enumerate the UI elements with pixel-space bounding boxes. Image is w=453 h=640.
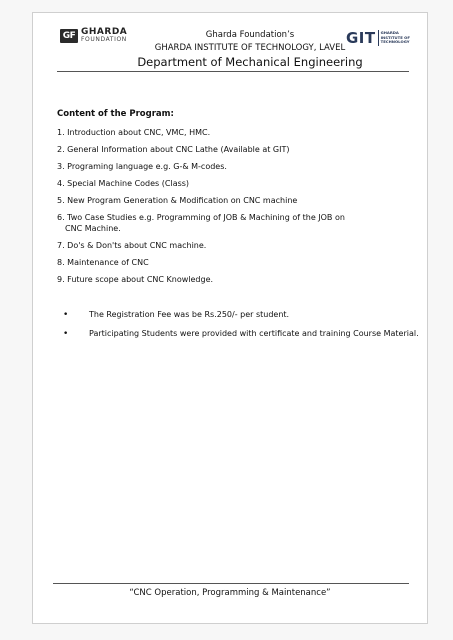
content-item: 7. Do's & Don'ts about CNC machine. [57, 241, 207, 250]
bullet-text: The Registration Fee was be Rs.250/- per student. [89, 310, 290, 319]
content-item: 3. Programing language e.g. G-& M-codes. [57, 162, 227, 171]
bullet-list [63, 310, 419, 348]
git-logo [346, 29, 410, 47]
program-content [57, 109, 417, 291]
git-logo-line3: TECHNOLOGY [380, 39, 410, 45]
git-logo-line1: GHARDA [380, 30, 399, 36]
footer-divider [53, 583, 409, 584]
content-item [57, 212, 417, 234]
git-logo-text [381, 31, 410, 44]
content-item: 4. Special Machine Codes (Class) [57, 179, 190, 188]
content-item: 8. Maintenance of CNC [57, 258, 149, 267]
header-foundation-name: Gharda Foundation’s [205, 30, 295, 40]
content-item: 5. New Program Generation & Modification on CNC machine [57, 196, 298, 205]
gf-logo-mark: GF [60, 29, 78, 43]
document-page [32, 12, 428, 624]
content-item: 2. General Information about CNC Lathe (Available at GIT) [57, 145, 290, 154]
content-item-continuation: CNC Machine. [65, 224, 121, 233]
bullet-text: Participating Students were provided with certificate and training Course Material. [89, 329, 419, 338]
content-title: Content of the Program: [57, 109, 174, 119]
bullet-item [63, 329, 419, 339]
bullet-item [63, 310, 413, 320]
git-logo-divider [378, 30, 379, 46]
gf-logo-brand: GHARDA [81, 27, 128, 37]
git-logo-mark: GIT [346, 29, 376, 47]
bullet-icon: • [63, 310, 69, 320]
content-item: 1. Introduction about CNC, VMC, HMC. [57, 128, 211, 137]
gf-logo-sub: FOUNDATION [81, 36, 127, 43]
bullet-icon: • [63, 329, 69, 339]
git-logo-line2: INSTITUTE OF [380, 34, 410, 40]
header-divider [57, 71, 409, 72]
header-department-name: Department of Mechanical Engineering [137, 55, 363, 69]
footer-title: “CNC Operation, Programming & Maintenance” [129, 588, 331, 598]
content-item: 9. Future scope about CNC Knowledge. [57, 275, 214, 284]
content-item-text: 6. Two Case Studies e.g. Programming of JOB & Machining of the JOB on [57, 213, 345, 222]
header-institute-name: GHARDA INSTITUTE OF TECHNOLOGY, LAVEL [154, 43, 346, 53]
